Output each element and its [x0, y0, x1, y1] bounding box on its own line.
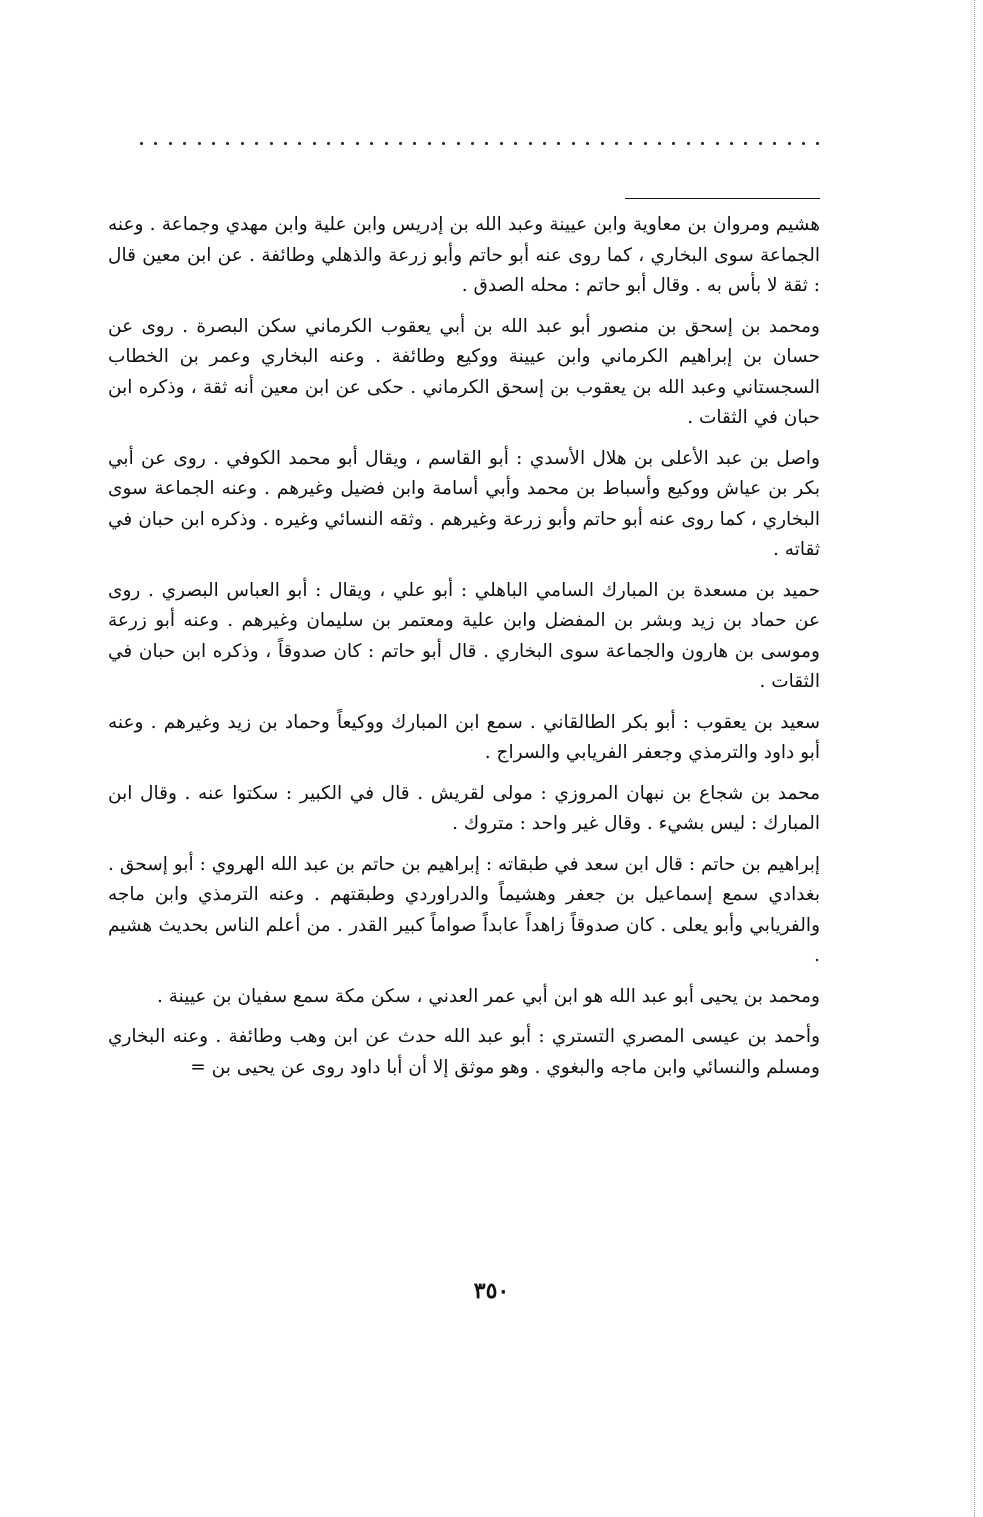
footnote-text: [108, 210, 820, 1093]
footnote-paragraph: واصل بن عبد الأعلى بن هلال الأسدي : أبو القاسم ، ويقال أبو محمد الكوفي . روى عن أبي بكر بن عياش ووكيع وأسباط بن محمد وأبي أسامة وابن فضيل وغيرهم . وعنه الجماعة سوى البخاري ، كما روى عنه أبو حاتم وأبو زرعة وغيرهم . وثقه النسائي وغيره . وذكره ابن حبان في ثقاته .: [108, 447, 820, 560]
binding-edge: [974, 0, 983, 1517]
footnote-rule: [625, 198, 820, 199]
footnote-paragraph: ومحمد بن يحيى أبو عبد الله هو ابن أبي عمر العدني ، سكن مكة سمع سفيان بن عيينة .: [156, 985, 820, 1007]
footnote-paragraph: ومحمد بن إسحق بن منصور أبو عبد الله بن أبي يعقوب الكرماني سكن البصرة . روى عن حسان بن إبراهيم الكرماني وابن عيينة ووكيع وطائفة . وعنه البخاري وعمر بن الخطاب السجستاني وعبد الله بن يعقوب بن إسحق الكرماني . حكى عن ابن معين أنه ثقة ، وذكره ابن حبان في الثقات .: [108, 315, 820, 428]
footnote-paragraph: وأحمد بن عيسى المصري التستري : أبو عبد الله حدث عن ابن وهب وطائفة . وعنه البخاري ومسلم والنسائي وابن ماجه والبغوي . وهو موثق إلا أن أبا داود روى عن يحيى بن =: [108, 1026, 820, 1078]
page-number: ٣٥٠: [473, 1278, 510, 1304]
footnote-paragraph: حميد بن مسعدة بن المبارك السامي الباهلي : أبو علي ، ويقال : أبو العباس البصري . روى عن حماد بن زيد وبشر بن المفضل وابن علية ومعتمر بن سليمان وغيرهم . وعنه أبو زرعة وموسى بن هارون والجماعة سوى البخاري . قال أبو حاتم : كان صدوقاً ، وذكره ابن حبان في الثقات .: [108, 579, 820, 692]
footnote-paragraph: سعيد بن يعقوب : أبو بكر الطالقاني . سمع ابن المبارك ووكيعاً وحماد بن زيد وغيرهم . وعنه أبو داود والترمذي وجعفر الفريابي والسراج .: [108, 711, 820, 763]
footnote-paragraph: إبراهيم بن حاتم : قال ابن سعد في طبقاته : إبراهيم بن حاتم بن عبد الله الهروي : أبو إسحق . بغدادي سمع إسماعيل بن جعفر وهشيماً والدراوردي وطبقتهم . وعنه الترمذي وابن ماجه والفريابي وأبو يعلى . كان صدوقاً زاهداً عابداً صواماً كبير القدر . من أعلم الناس بحديث هشيم .: [108, 853, 820, 966]
footnote-paragraph: هشيم ومروان بن معاوية وابن عيينة وعبد الله بن إدريس وابن علية وابن مهدي وجماعة . وعنه الجماعة سوى البخاري ، كما روى عنه أبو حاتم وأبو زرعة والذهلي وطائفة . عن ابن معين قال : ثقة لا بأس به . وقال أبو حاتم : محله الصدق .: [108, 214, 820, 296]
footnote-paragraph: محمد بن شجاع بن نبهان المروزي : مولى لقريش . قال في الكبير : سكتوا عنه . وقال ابن المبارك : ليس بشيء . وقال غير واحد : متروك .: [108, 782, 820, 834]
separator-dotted-line: [140, 138, 820, 148]
